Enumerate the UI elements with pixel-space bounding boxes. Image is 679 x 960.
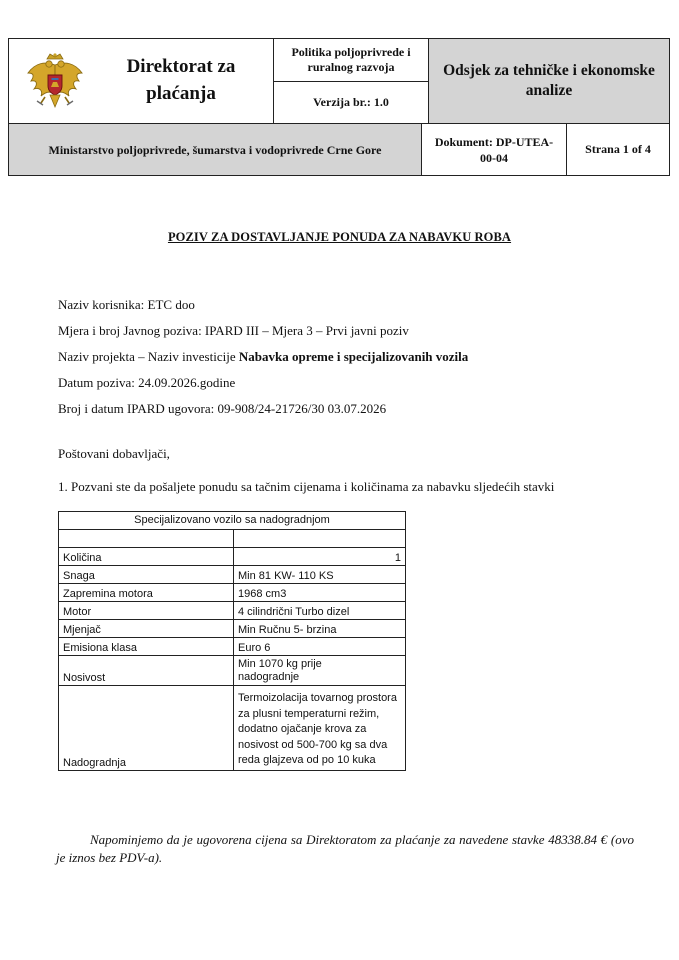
- spec-table: [58, 511, 406, 771]
- department-cell: Odsjek za tehničke i ekonomske analize: [428, 38, 670, 124]
- row-value: Min Ručnu 5- brzina: [234, 620, 406, 638]
- row-key: Motor: [59, 602, 234, 620]
- price-note: Napominjemo da je ugovorena cijena sa Direktoratom za plaćanje za navedene stavke 48338.84 € (ovo je iznos bez PDV-a).: [56, 832, 634, 865]
- table-row: [59, 638, 406, 656]
- greeting: Poštovani dobavljači,: [58, 446, 170, 461]
- document-header: [8, 38, 670, 176]
- row-value: Termoizolacija tovarnog prostora za plusni temperaturni režim, dodatno ojačanje krova za nosivost od 500-700 kg sa dva reda glajzeva od po 10 kuka: [234, 686, 406, 771]
- row-value: Euro 6: [234, 638, 406, 656]
- field-projekat-value: Nabavka opreme i specijalizovanih vozila: [238, 349, 469, 364]
- item-1-text: 1. Pozvani ste da pošaljete ponudu sa tačnim cijenama i količinama za nabavku sljedećih stavki: [58, 479, 555, 494]
- org-title-line2: plaćanja: [146, 83, 216, 104]
- table-row: [59, 602, 406, 620]
- page-number-cell: Strana 1 of 4: [566, 123, 670, 176]
- table-row: [59, 584, 406, 602]
- table-heading: Specijalizovano vozilo sa nadogradnjom: [59, 512, 406, 530]
- row-value: 4 cilindrični Turbo dizel: [234, 602, 406, 620]
- logo-cell: [8, 38, 274, 124]
- row-value: Min 1070 kg prije nadogradnje: [234, 656, 406, 686]
- row-key: Mjenjač: [59, 620, 234, 638]
- field-ugovor: Broj i datum IPARD ugovora: 09-908/24-21726/30 03.07.2026: [58, 401, 387, 416]
- table-row: [59, 548, 406, 566]
- field-projekat: [58, 349, 468, 365]
- table-row: [59, 620, 406, 638]
- ministry-cell: Ministarstvo poljoprivrede, šumarstva i vodoprivrede Crne Gore: [8, 123, 422, 176]
- row-key: Emisiona klasa: [59, 638, 234, 656]
- policy-cell: Politika poljoprivrede i ruralnog razvoja: [273, 38, 429, 82]
- row-key: Količina: [59, 548, 234, 566]
- document-id-cell: Dokument: DP-UTEA-00-04: [421, 123, 567, 176]
- row-key: Nadogradnja: [59, 686, 234, 771]
- field-projekat-label: Naziv projekta – Naziv investicije: [58, 349, 239, 364]
- row-value: 1968 cm3: [234, 584, 406, 602]
- row-value: 1: [234, 548, 406, 566]
- row-value: Min 81 KW- 110 KS: [234, 566, 406, 584]
- table-row: [59, 686, 406, 771]
- field-korisnik: Naziv korisnika: ETC doo: [58, 297, 195, 312]
- table-row: [59, 656, 406, 686]
- field-mjera: Mjera i broj Javnog poziva: IPARD III – Mjera 3 – Prvi javni poziv: [58, 323, 409, 338]
- montenegro-coat-of-arms-icon: [23, 51, 87, 115]
- field-datum: Datum poziva: 24.09.2026.godine: [58, 375, 236, 390]
- row-key: Nosivost: [59, 656, 234, 686]
- org-title: [101, 53, 261, 107]
- org-title-line1: Direktorat za: [126, 56, 236, 77]
- document-title: POZIV ZA DOSTAVLJANJE PONUDA ZA NABAVKU ROBA: [167, 230, 512, 244]
- table-heading-row: [59, 512, 406, 530]
- row-key: Snaga: [59, 566, 234, 584]
- row-key: Zapremina motora: [59, 584, 234, 602]
- version-cell: Verzija br.: 1.0: [273, 81, 429, 124]
- table-row: [59, 566, 406, 584]
- table-empty-row: [59, 530, 406, 548]
